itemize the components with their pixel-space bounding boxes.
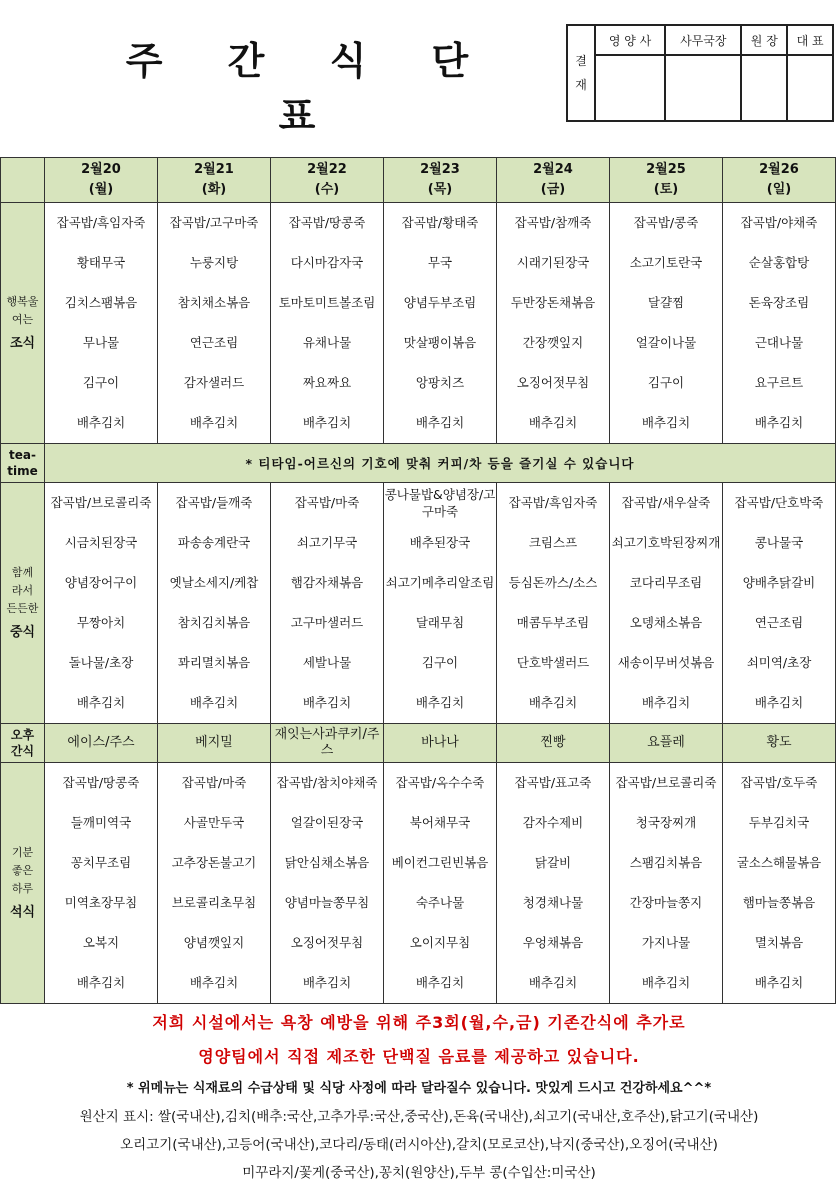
- menu-item: 잡곡밥/표고죽: [514, 775, 592, 790]
- menu-item: 잡곡밥/황태죽: [401, 215, 479, 230]
- day-weekday: (일): [766, 182, 792, 197]
- menu-item: 고구마샐러드: [290, 615, 364, 630]
- breakfast-day-cell: [158, 203, 271, 444]
- dinner-day-cell: [723, 763, 836, 1004]
- protein-notice-line-1: 저희 시설에서는 욕창 예방을 위해 주3회(월,수,금) 기존간식에 추가로: [152, 1013, 686, 1032]
- menu-item: 잡곡밥/참치야채죽: [276, 775, 378, 790]
- menu-item: 배추김치: [754, 415, 804, 430]
- breakfast-day-cell: [384, 203, 497, 444]
- menu-item: 청경채나물: [522, 895, 584, 910]
- menu-item: 잡곡밥/마죽: [181, 775, 247, 790]
- menu-item: 잡곡밥/흑임자죽: [56, 215, 146, 230]
- menu-item: 무국: [427, 255, 453, 270]
- menu-item: 맛살팽이볶음: [403, 335, 477, 350]
- menu-change-note: * 위메뉴는 식재료의 수급상태 및 식당 사정에 따라 달라질수 있습니다. 맛있게 드시고 건강하세요^^*: [126, 1081, 712, 1096]
- day-date: 2월24: [533, 162, 573, 177]
- menu-item: 잡곡밥/새우살죽: [621, 495, 711, 510]
- approval-sign-box: [595, 55, 665, 121]
- menu-item: 돌나물/초장: [68, 655, 134, 670]
- menu-item: 잡곡밥/흑임자죽: [508, 495, 598, 510]
- approval-role: 원 장: [741, 25, 787, 55]
- menu-item: 배추김치: [302, 415, 352, 430]
- corner-cell: [1, 158, 45, 203]
- dinner-day-cell: [45, 763, 158, 1004]
- breakfast-day-cell: [610, 203, 723, 444]
- menu-item: 두부김치국: [748, 815, 810, 830]
- weekly-menu-table: [0, 157, 836, 1004]
- menu-item: 달걀찜: [647, 295, 685, 310]
- menu-item: 잡곡밥/옥수수죽: [395, 775, 485, 790]
- page-title: 주 간 식 단 표: [125, 39, 495, 138]
- day-header: [384, 158, 497, 203]
- snack-item: 황도: [723, 724, 836, 763]
- menu-item: 햄감자채볶음: [290, 575, 364, 590]
- menu-item: 근대나물: [754, 335, 804, 350]
- menu-item: 간장마늘쫑지: [629, 895, 703, 910]
- menu-item: 잡곡밥/땅콩죽: [288, 215, 366, 230]
- teatime-label: tea- time: [1, 444, 45, 483]
- menu-item: 얼갈이나물: [635, 335, 697, 350]
- menu-item: 잡곡밥/단호박죽: [734, 495, 824, 510]
- menu-item: 굴소스해물볶음: [736, 855, 822, 870]
- dinner-day-cell: [271, 763, 384, 1004]
- menu-item: 순살홍합탕: [748, 255, 810, 270]
- day-weekday: (수): [314, 182, 340, 197]
- menu-item: 스팸김치볶음: [629, 855, 703, 870]
- menu-item: 들깨미역국: [70, 815, 132, 830]
- menu-item: 감자샐러드: [183, 375, 245, 390]
- menu-item: 배추김치: [528, 695, 578, 710]
- menu-item: 연근조림: [754, 615, 804, 630]
- menu-item: 쇠고기호박된장찌개: [611, 535, 721, 550]
- menu-item: 옛날소세지/케찹: [169, 575, 259, 590]
- menu-item: 무짱아치: [76, 615, 126, 630]
- protein-notice-line-2: 영양팀에서 직접 제조한 단백질 음료를 제공하고 있습니다.: [198, 1047, 640, 1066]
- menu-item: 요구르트: [754, 375, 804, 390]
- menu-item: 양념장어구이: [64, 575, 138, 590]
- menu-item: 꽈리멸치볶음: [177, 655, 251, 670]
- approval-sign-box: [787, 55, 833, 121]
- menu-item: 배추김치: [302, 695, 352, 710]
- approval-role: 사무국장: [665, 25, 741, 55]
- day-date: 2월20: [81, 162, 121, 177]
- menu-item: 달래무침: [415, 615, 465, 630]
- menu-item: 배추김치: [528, 975, 578, 990]
- day-weekday: (토): [653, 182, 679, 197]
- day-header: [497, 158, 610, 203]
- origin-line-2: 오리고기(국내산),고등어(국내산),코다리/동태(러시아산),갈치(모로코산),낙지(중국산),오징어(국내산): [120, 1137, 718, 1153]
- menu-item: 쇠고기무국: [296, 535, 358, 550]
- menu-item: 유채나물: [302, 335, 352, 350]
- day-header: [610, 158, 723, 203]
- menu-item: 토마토미트볼조림: [278, 295, 376, 310]
- lunch-day-cell: [497, 483, 610, 724]
- day-header: [723, 158, 836, 203]
- breakfast-day-cell: [45, 203, 158, 444]
- snack-item: 찐빵: [497, 724, 610, 763]
- day-weekday: (월): [88, 182, 114, 197]
- snack-item: 요플레: [610, 724, 723, 763]
- menu-item: 두반장돈채볶음: [510, 295, 596, 310]
- menu-item: 닭갈비: [534, 855, 572, 870]
- dinner-day-cell: [158, 763, 271, 1004]
- menu-item: 잡곡밥/호두죽: [740, 775, 818, 790]
- menu-item: 감자수제비: [522, 815, 584, 830]
- menu-item: 돈육장조림: [748, 295, 810, 310]
- menu-item: 배추김치: [641, 695, 691, 710]
- menu-item: 잡곡밥/야채죽: [740, 215, 818, 230]
- snack-item: 베지밀: [158, 724, 271, 763]
- menu-item: 얼갈이된장국: [290, 815, 364, 830]
- menu-item: 미역초장무침: [64, 895, 138, 910]
- menu-item: 우엉채볶음: [522, 935, 584, 950]
- day-header: [158, 158, 271, 203]
- menu-item: 양념두부조림: [403, 295, 477, 310]
- approval-sign-box: [741, 55, 787, 121]
- approval-box: [566, 24, 834, 122]
- menu-item: 크림스프: [528, 535, 578, 550]
- dinner-day-cell: [610, 763, 723, 1004]
- snack-label: 오후 간식: [1, 724, 45, 763]
- menu-item: 등심돈까스/소스: [508, 575, 598, 590]
- menu-item: 매콤두부조림: [516, 615, 590, 630]
- menu-item: 배추김치: [76, 415, 126, 430]
- menu-item: 고추장돈불고기: [171, 855, 257, 870]
- menu-item: 코다리무조림: [629, 575, 703, 590]
- menu-item: 누룽지탕: [189, 255, 239, 270]
- menu-item: 숙주나물: [415, 895, 465, 910]
- menu-item: 배추된장국: [409, 535, 471, 550]
- menu-item: 배추김치: [76, 975, 126, 990]
- menu-item: 단호박샐러드: [516, 655, 590, 670]
- menu-item: 참치김치볶음: [177, 615, 251, 630]
- menu-item: 다시마감자국: [290, 255, 364, 270]
- menu-item: 김구이: [647, 375, 685, 390]
- lunch-day-cell: [45, 483, 158, 724]
- menu-item: 쇠미역/초장: [746, 655, 812, 670]
- menu-item: 오징어젓무침: [516, 375, 590, 390]
- menu-item: 간장깻잎지: [522, 335, 584, 350]
- menu-item: 멸치볶음: [754, 935, 804, 950]
- dinner-day-cell: [384, 763, 497, 1004]
- menu-item: 잡곡밥/마죽: [294, 495, 360, 510]
- menu-item: 브로콜리초무침: [171, 895, 257, 910]
- origin-line-3: 미꾸라지/꽃게(중국산),꽁치(원양산),두부 콩(수입산:미국산): [242, 1165, 596, 1181]
- menu-item: 콩나물밥&양념장/고구마죽: [384, 487, 496, 519]
- menu-item: 배추김치: [189, 975, 239, 990]
- menu-item: 베이컨그린빈볶음: [391, 855, 489, 870]
- day-date: 2월21: [194, 162, 234, 177]
- menu-item: 새송이무버섯볶음: [617, 655, 715, 670]
- menu-item: 배추김치: [641, 415, 691, 430]
- lunch-day-cell: [723, 483, 836, 724]
- day-date: 2월22: [307, 162, 347, 177]
- menu-item: 사골만두국: [183, 815, 245, 830]
- snack-item: 에이스/주스: [45, 724, 158, 763]
- menu-item: 배추김치: [415, 975, 465, 990]
- menu-item: 무나물: [82, 335, 120, 350]
- menu-item: 배추김치: [302, 975, 352, 990]
- menu-item: 김구이: [82, 375, 120, 390]
- menu-item: 배추김치: [415, 415, 465, 430]
- menu-item: 양념깻잎지: [183, 935, 245, 950]
- dinner-label: 기분 좋은 하루 석식: [1, 763, 45, 1004]
- day-weekday: (화): [201, 182, 227, 197]
- menu-item: 김구이: [421, 655, 459, 670]
- menu-item: 꽁치무조림: [70, 855, 132, 870]
- menu-item: 잡곡밥/참깨죽: [514, 215, 592, 230]
- menu-item: 오뎅채소볶음: [629, 615, 703, 630]
- menu-item: 배추김치: [415, 695, 465, 710]
- menu-item: 배추김치: [754, 975, 804, 990]
- menu-item: 오이지무침: [409, 935, 471, 950]
- teatime-message: * 티타임-어르신의 기호에 맞춰 커피/차 등을 즐기실 수 있습니다: [45, 444, 836, 483]
- snack-item: 바나나: [384, 724, 497, 763]
- approval-side-label: 결 재: [567, 25, 595, 121]
- day-weekday: (금): [540, 182, 566, 197]
- approval-role: 영 양 사: [595, 25, 665, 55]
- approval-role: 대 표: [787, 25, 833, 55]
- lunch-day-cell: [158, 483, 271, 724]
- menu-item: 연근조림: [189, 335, 239, 350]
- day-header: [271, 158, 384, 203]
- approval-sign-box: [665, 55, 741, 121]
- menu-item: 황태무국: [76, 255, 126, 270]
- menu-item: 배추김치: [754, 695, 804, 710]
- day-weekday: (목): [427, 182, 453, 197]
- day-date: 2월26: [759, 162, 799, 177]
- breakfast-day-cell: [271, 203, 384, 444]
- lunch-label: 함께 라서 든든한 중식: [1, 483, 45, 724]
- menu-item: 북어채무국: [409, 815, 471, 830]
- menu-item: 배추김치: [189, 415, 239, 430]
- menu-item: 참치채소볶음: [177, 295, 251, 310]
- menu-item: 양배추닭갈비: [742, 575, 816, 590]
- menu-item: 닭안심채소볶음: [284, 855, 370, 870]
- menu-item: 양념마늘쫑무침: [284, 895, 370, 910]
- dinner-day-cell: [497, 763, 610, 1004]
- menu-item: 시금치된장국: [64, 535, 138, 550]
- menu-item: 시래기된장국: [516, 255, 590, 270]
- breakfast-label: 행복울 여는 조식: [1, 203, 45, 444]
- menu-item: 잡곡밥/고구마죽: [169, 215, 259, 230]
- day-date: 2월23: [420, 162, 460, 177]
- day-date: 2월25: [646, 162, 686, 177]
- lunch-day-cell: [384, 483, 497, 724]
- origin-line-1: 원산지 표시: 쌀(국내산),김치(배추:국산,고추가루:국산,중국산),돈육(국내산),쇠고기(국내산,호주산),닭고기(국내산): [79, 1109, 759, 1125]
- menu-item: 소고기토란국: [629, 255, 703, 270]
- menu-item: 쇠고기메추리알조림: [385, 575, 495, 590]
- menu-item: 짜요짜요: [302, 375, 352, 390]
- menu-item: 배추김치: [76, 695, 126, 710]
- lunch-day-cell: [610, 483, 723, 724]
- menu-item: 배추김치: [641, 975, 691, 990]
- snack-item: 재잇는사과쿠키/주스: [271, 724, 384, 763]
- menu-item: 청국장찌개: [635, 815, 697, 830]
- menu-item: 김치스팸볶음: [64, 295, 138, 310]
- menu-item: 앙팡치즈: [415, 375, 465, 390]
- menu-item: 콩나물국: [754, 535, 804, 550]
- menu-item: 오복지: [82, 935, 120, 950]
- menu-item: 잡곡밥/콩죽: [633, 215, 699, 230]
- menu-item: 잡곡밥/브로콜리죽: [615, 775, 717, 790]
- menu-item: 배추김치: [189, 695, 239, 710]
- menu-item: 배추김치: [528, 415, 578, 430]
- breakfast-day-cell: [497, 203, 610, 444]
- menu-item: 잡곡밥/들깨죽: [175, 495, 253, 510]
- day-header: [45, 158, 158, 203]
- menu-item: 잡곡밥/브로콜리죽: [50, 495, 152, 510]
- menu-item: 파송송계란국: [177, 535, 251, 550]
- menu-item: 가지나물: [641, 935, 691, 950]
- lunch-day-cell: [271, 483, 384, 724]
- menu-item: 잡곡밥/땅콩죽: [62, 775, 140, 790]
- menu-item: 세발나물: [302, 655, 352, 670]
- menu-item: 햄마늘쫑볶음: [742, 895, 816, 910]
- menu-item: 오징어젓무침: [290, 935, 364, 950]
- breakfast-day-cell: [723, 203, 836, 444]
